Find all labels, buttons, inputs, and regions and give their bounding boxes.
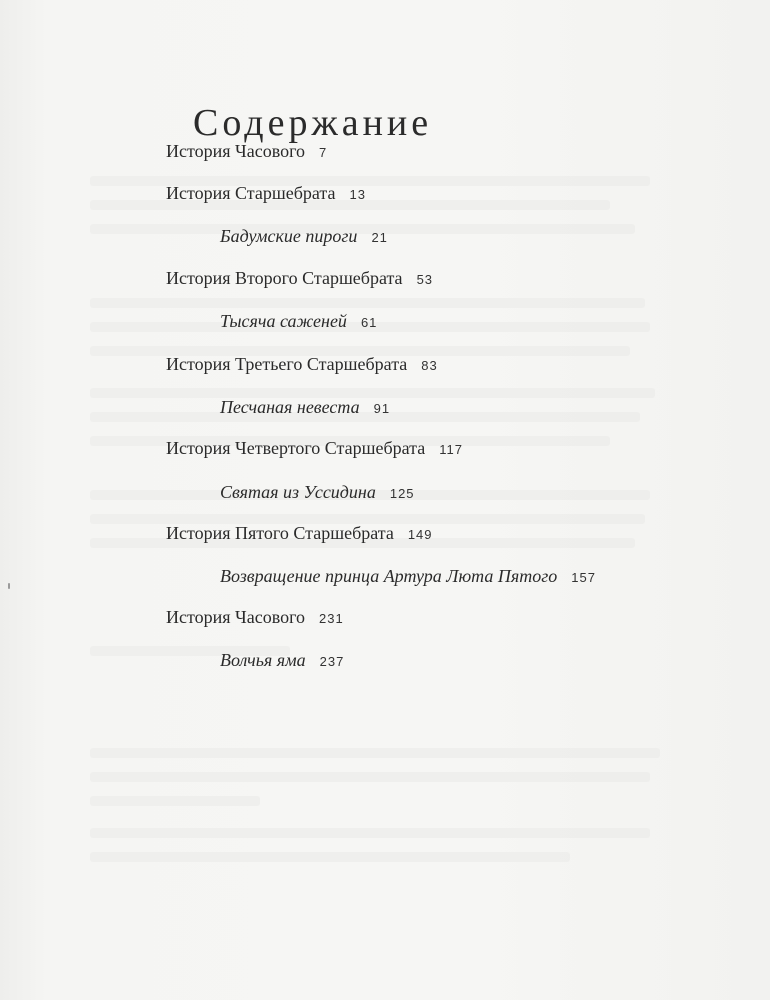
toc-entry[interactable] [166,522,433,546]
show-through-line [90,828,650,838]
toc-subentry[interactable] [220,396,390,420]
toc-entry-page: 125 [389,486,415,501]
toc-entry[interactable] [166,437,463,461]
toc-entry-title: История Третьего Старшебрата [166,354,408,374]
page-title: Содержание [193,102,433,145]
toc-entry-page: 149 [407,527,433,542]
toc-entry-page: 53 [416,272,434,287]
show-through-line [90,748,660,758]
toc-entry-page: 83 [421,358,438,373]
toc-entry-page: 237 [319,654,345,669]
toc-entry-title: Тысяча саженей [220,311,347,331]
toc-entry-title: Возвращение принца Артура Люта Пятого [220,566,558,586]
toc-entry-title: История Второго Старшебрата [166,268,403,288]
toc-entry-page: 91 [373,401,391,416]
show-through-line [90,298,645,308]
toc-entry-title: Святая из Уссидина [220,482,376,502]
toc-entry[interactable] [166,267,433,291]
show-through-line [90,852,570,862]
toc-entry-page: 117 [439,442,463,457]
toc-entry-page: 157 [571,570,596,585]
toc-entry[interactable] [166,606,344,630]
toc-entry-title: История Часового [166,141,306,161]
toc-subentry[interactable] [220,649,344,673]
toc-entry-title: История Часового [166,607,306,627]
toc-entry-title: История Четвертого Старшебрата [166,438,426,458]
toc-subentry[interactable] [220,481,415,505]
toc-entry-page: 7 [319,145,328,160]
toc-entry-page: 231 [319,611,344,626]
toc-subentry[interactable] [220,310,377,334]
toc-entry-title: Песчаная невеста [220,397,360,417]
toc-entry-page: 21 [371,230,388,245]
toc-entry-title: История Старшебрата [166,183,336,203]
toc-entry-title: История Пятого Старшебрата [166,523,394,543]
toc-subentry[interactable] [220,565,596,589]
toc-entry-page: 61 [360,315,378,330]
toc-entry-title: Бадумские пироги [220,226,358,246]
page-edge-mark [8,583,10,589]
toc-entry-title: Волчья яма [220,650,306,670]
toc-entry-page: 13 [349,187,366,202]
toc-entry[interactable] [166,182,366,206]
show-through-line [90,796,260,806]
toc-entry[interactable] [166,353,438,377]
toc-entry[interactable] [166,140,327,164]
toc-subentry[interactable] [220,225,388,249]
show-through-line [90,772,650,782]
